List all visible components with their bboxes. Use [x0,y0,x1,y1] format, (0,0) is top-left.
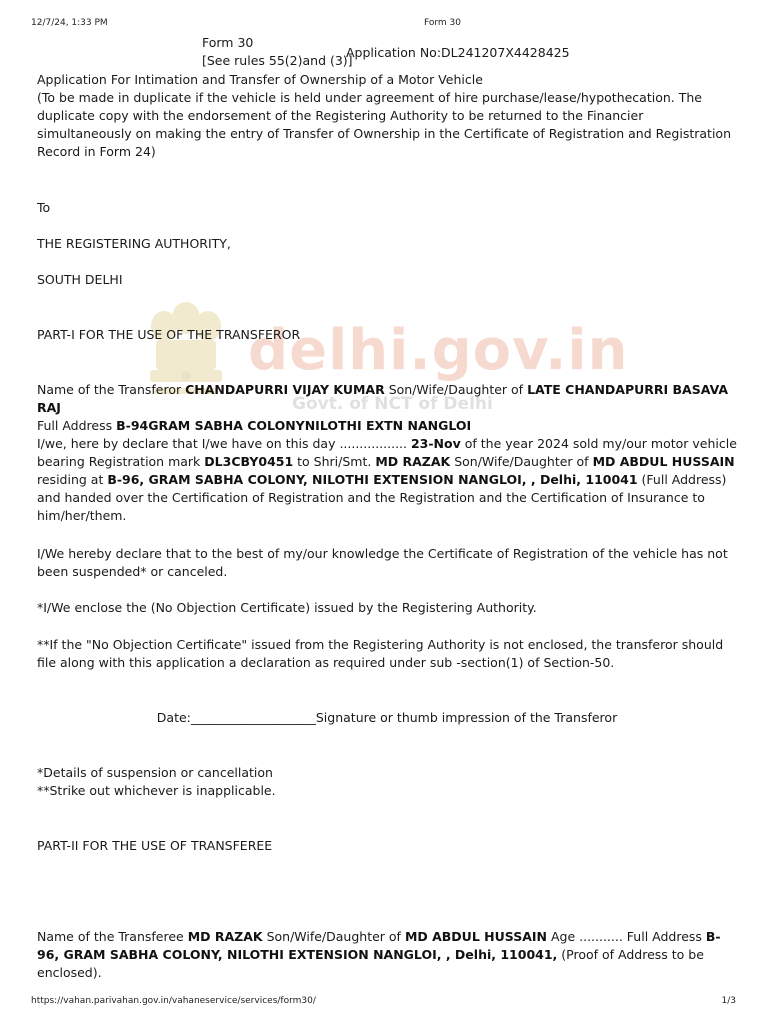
declare-text-2: of the year 2024 sold my/our motor vehicle bearing Registration mark [37,436,737,469]
footnotes [37,764,737,800]
relation-label: Son/Wife/Daughter of [384,382,528,397]
authority-name: THE REGISTERING AUTHORITY, [37,236,231,251]
transferor-father-name: LATE CHANDAPURRI BASAVA RAJ [37,382,729,415]
transferee-address: B-96, GRAM SABHA COLONY, NILOTHI EXTENSION NANGLOI, , Delhi, 110041 [107,472,638,487]
page-number: 1/3 [721,996,736,1006]
date-blank: ____________________ [190,710,316,725]
registration-mark: DL3CBY0451 [204,454,294,469]
footnote-suspension: *Details of suspension or cancellation [37,765,273,780]
declare-text-6: (Full Address) and handed over the Certification of Registration and the Registration and the Certification of Insurance to him/her/them. [37,472,727,523]
authority-district: SOUTH DELHI [37,272,123,287]
declare-text-3: to Shri/Smt. [293,454,376,469]
print-datetime: 12/7/24, 1:33 PM [31,18,108,28]
part1-title: PART-I FOR THE USE OF THE TRANSFEROR [37,327,301,342]
transferor-name: CHANDAPURRI VIJAY KUMAR [185,382,385,397]
transferor-declaration [37,417,737,525]
transferor-name-line [37,381,737,417]
application-number: Application No:DL241207X4428425 [346,45,570,60]
sale-date: 23-Nov [410,436,461,451]
declare-text-1: I/we, here by declare that I/we have on this day ................. [37,436,411,451]
part2-title: PART-II FOR THE USE OF TRANSFEREE [37,838,273,853]
p2-transferee-father: MD ABDUL HUSSAIN [404,929,547,944]
transferee-label: Name of the Transferee [37,929,188,944]
transferor-address: B-94GRAM SABHA COLONYNILOTHI EXTN NANGLOI [116,418,472,433]
heading-text: Application For Intimation and Transfer of Ownership of a Motor Vehicle [37,72,483,87]
form-title: Form 30 [202,35,254,50]
age-text: Age ........... Full Address [547,929,706,944]
declare-text-5: residing at [37,472,108,487]
print-page-title: Form 30 [424,18,461,28]
declare-text-4: Son/Wife/Daughter of [450,454,593,469]
p2-relation-label: Son/Wife/Daughter of [262,929,405,944]
proof-note: (Proof of Address to be enclosed). [37,947,704,980]
page-url: https://vahan.parivahan.gov.in/vahaneservice/services/form30/ [31,996,316,1006]
watermark-text: delhi.gov.in [248,318,629,383]
p2-transferee-address: B-96, GRAM SABHA COLONY, NILOTHI EXTENSION NANGLOI, , Delhi, 110041, [37,929,721,962]
signature-line [37,709,737,727]
to-label: To [37,200,51,215]
footnote-strike: **Strike out whichever is inapplicable. [37,783,276,798]
date-label: Date: [156,710,191,725]
p2-transferee-name: MD RAZAK [187,929,263,944]
transferee-name: MD RAZAK [375,454,451,469]
transferee-line [37,928,737,982]
transferee-father-name: MD ABDUL HUSSAIN [592,454,735,469]
noc-enclosure: *I/We enclose the (No Objection Certificate) issued by the Registering Authority. [37,600,537,615]
watermark-subtext: Govt. of NCT of Delhi [292,394,493,414]
full-address-label: Full Address [37,418,117,433]
signature-label: Signature or thumb impression of the Transferor [315,710,618,725]
form-heading [37,71,737,161]
duplicate-note: (To be made in duplicate if the vehicle is held under agreement of hire purchase/lease/hypothecation. The duplicate copy with the endorsement of the Registering Authority to be returned to the Financier simultaneously on making the entry of Transfer of Ownership in the Certificate of Registration and Registration Record in Form 24) [37,90,732,159]
form-rules: [See rules 55(2)and (3)] [202,53,353,68]
noc-note: **If the "No Objection Certificate" issued from the Registering Authority is not enclosed, the transferor should file along with this application a declaration as required under sub -section(1) of Section-50. [37,637,724,670]
suspension-declaration: I/We hereby declare that to the best of my/our knowledge the Certificate of Registration of the vehicle has not been suspended* or canceled. [37,546,728,579]
transferor-label: Name of the Transferor [37,382,186,397]
